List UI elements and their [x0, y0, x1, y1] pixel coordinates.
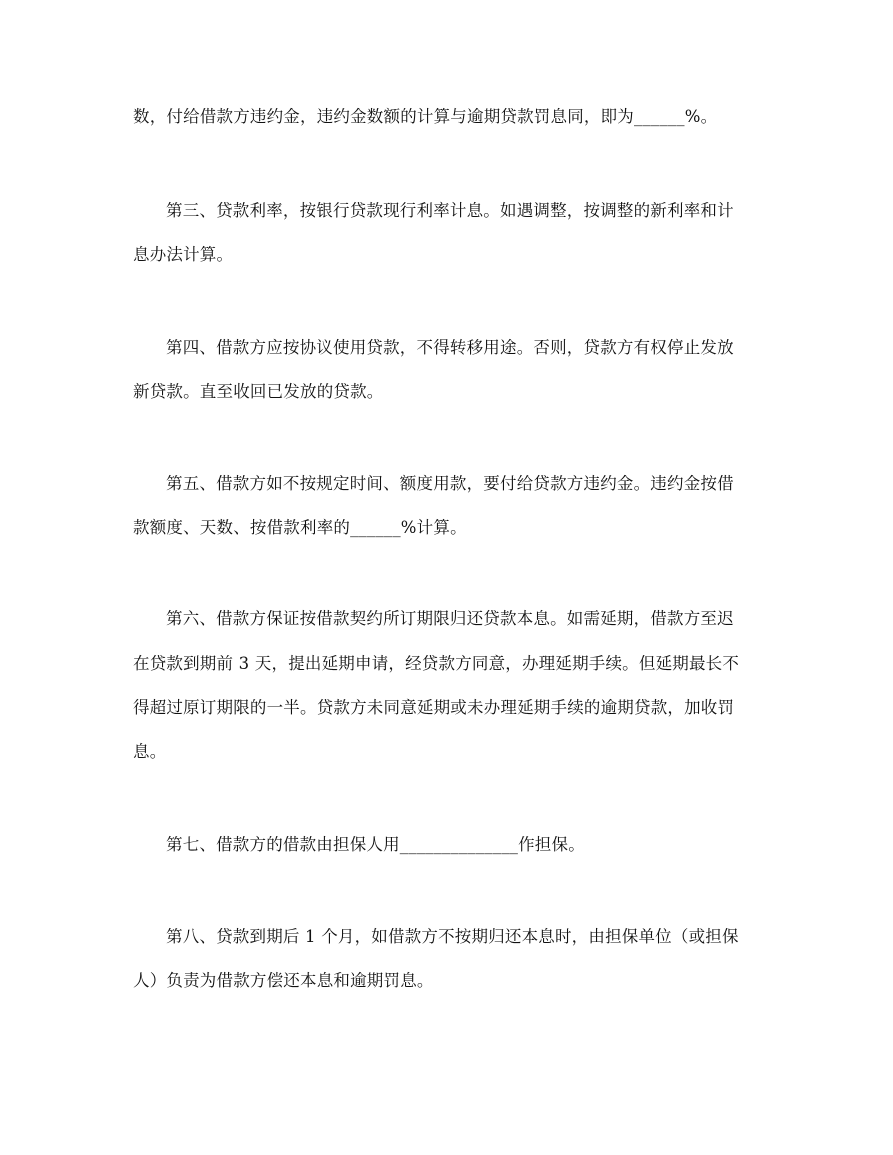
paragraph-1-line-1: 数，付给借款方违约金，违约金数额的计算与逾期贷款罚息同，即为______%。 — [133, 107, 718, 126]
clause-3-line-2: 息办法计算。 — [133, 245, 234, 264]
clause-5-line-2: 款额度、天数、按借款利率的______%计算。 — [133, 518, 467, 537]
clause-6-line-2: 在贷款到期前 3 天，提出延期申请，经贷款方同意，办理延期手续。但延期最长不 — [133, 654, 740, 673]
clause-8-line-1: 第八、贷款到期后 1 个月，如借款方不按期归还本息时，由担保单位（或担保 — [166, 927, 739, 946]
clause-8-line-2: 人）负责为借款方偿还本息和逾期罚息。 — [133, 971, 434, 990]
clause-4-line-1: 第四、借款方应按协议使用贷款，不得转移用途。否则，贷款方有权停止发放 — [166, 338, 734, 357]
clause-4-line-2: 新贷款。直至收回已发放的贷款。 — [133, 382, 384, 401]
clause-5-line-1: 第五、借款方如不按规定时间、额度用款，要付给贷款方违约金。违约金按借 — [166, 474, 734, 493]
clause-3-line-1: 第三、贷款利率，按银行贷款现行利率计息。如遇调整，按调整的新利率和计 — [166, 201, 734, 220]
clause-6-line-1: 第六、借款方保证按借款契约所订期限归还贷款本息。如需延期，借款方至迟 — [166, 609, 734, 628]
clause-6-line-3: 得超过原订期限的一半。贷款方未同意延期或未办理延期手续的逾期贷款，加收罚 — [133, 698, 735, 717]
clause-7-line-1: 第七、借款方的借款由担保人用______________作担保。 — [166, 835, 585, 854]
clause-6-line-4: 息。 — [133, 742, 167, 761]
